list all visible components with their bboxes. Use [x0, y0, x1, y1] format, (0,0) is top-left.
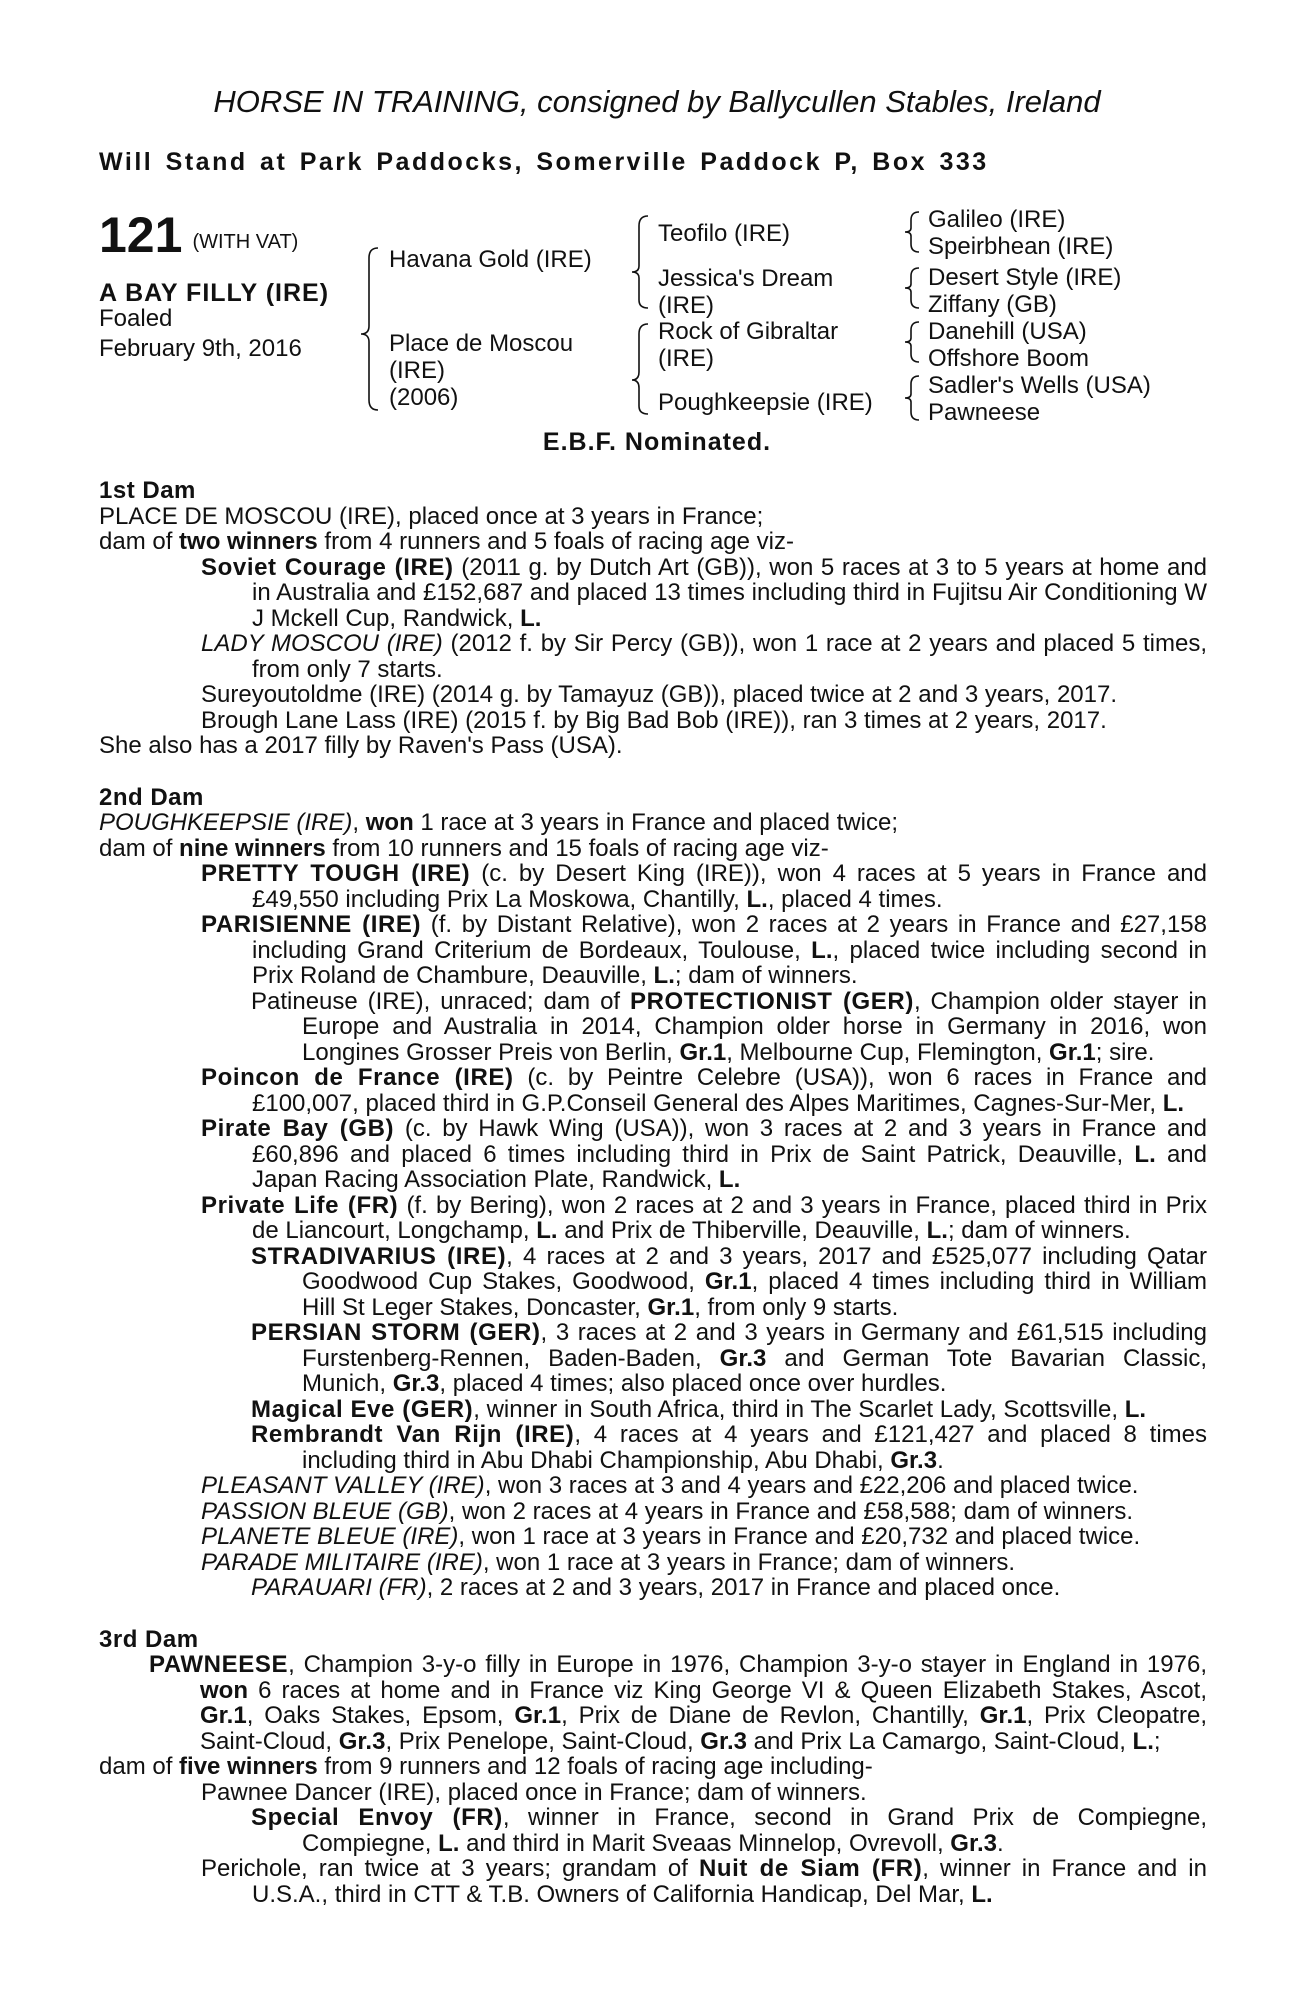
- progeny-entry: STRADIVARIUS (IRE), 4 races at 2 and 3 years, 2017 and £525,077 including Qatar Goodwood Cup Stakes, Goodwood, Gr.1, placed 4 times including third in William Hill St Leger Stakes, Doncaster, Gr.1, from only 9 starts.: [251, 1242, 1208, 1321]
- progeny-entry: Perichole, ran twice at 3 years; grandam of Nuit de Siam (FR), winner in France and in U.S.A., third in CTT & T.B. Owners of California Handicap, Del Mar, L.: [201, 1855, 1207, 1908]
- sire-dam-sire: Desert Style (IRE): [928, 264, 1122, 291]
- progeny-entry: Patineuse (IRE), unraced; dam of PROTECTIONIST (GER), Champion older stayer in Europe and Australia in 2014, Champion older horse in Germany in 2016, won Longines Grosser Preis von Berlin, Gr.1, Melbourne Cup, Flemington, Gr.1; sire.: [251, 987, 1207, 1066]
- dam-sire-dam: Offshore Boom: [928, 345, 1089, 372]
- first-dam-title: 1st Dam: [99, 477, 196, 504]
- progeny-entry: Special Envoy (FR), winner in France, second in Grand Prix de Compiegne, Compiegne, L. and third in Marit Sveaas Minnelop, Ovrevoll, Gr.3.: [251, 1804, 1207, 1857]
- second-dam-line: POUGHKEEPSIE (IRE), won 1 race at 3 years in France and placed twice;: [99, 809, 898, 836]
- consignment-line: HORSE IN TRAINING, consigned by Ballycullen Stables, Ireland: [213, 84, 1101, 119]
- gen3-group-2: [928, 264, 1121, 318]
- progeny-note: She also has a 2017 filly by Raven's Pass (USA).: [99, 732, 623, 759]
- ebf-note: E.B.F. Nominated.: [542, 428, 772, 456]
- vat-note: (WITH VAT): [192, 231, 299, 253]
- gen3-group-1: [928, 206, 1113, 260]
- foaled-date: February 9th, 2016: [99, 335, 302, 362]
- progeny-entry: Magical Eve (GER), winner in South Africa, third in The Scarlet Lady, Scottsville, L.: [251, 1395, 1147, 1423]
- sire: Havana Gold (IRE): [389, 246, 592, 273]
- progeny-entry: Brough Lane Lass (IRE) (2015 f. by Big Bad Bob (IRE)), ran 3 times at 2 years, 2017.: [201, 706, 1107, 734]
- second-dam-title: 2nd Dam: [99, 783, 204, 811]
- progeny-entry: PARADE MILITAIRE (IRE), won 1 race at 3 years in France; dam of winners.: [201, 1548, 1016, 1576]
- progeny-entry: PARAUARI (FR), 2 races at 2 and 3 years, 2017 in France and placed once.: [251, 1574, 1061, 1601]
- first-dam-line: PLACE DE MOSCOU (IRE), placed once at 3 years in France;: [99, 502, 764, 530]
- progeny-entry: Soviet Courage (IRE) (2011 g. by Dutch Art (GB)), won 5 races at 3 to 5 years at home and in Australia and £152,687 and placed 13 times including third in Fujitsu Air Conditioning W J Mckell Cup, Randwick, L.: [201, 553, 1208, 632]
- progeny-entry: LADY MOSCOU (IRE) (2012 f. by Sir Percy (GB)), won 1 race at 2 years and placed 5 times, from only 7 starts.: [201, 630, 1207, 683]
- progeny-entry: PRETTY TOUGH (IRE) (c. by Desert King (IRE)), won 4 races at 5 years in France and £49,550 including Prix La Moskowa, Chantilly, L., placed 4 times.: [201, 860, 1207, 913]
- progeny-entry: Pawnee Dancer (IRE), placed once in France; dam of winners.: [201, 1778, 867, 1806]
- progeny-entry: Sureyoutoldme (IRE) (2014 g. by Tamayuz (GB)), placed twice at 2 and 3 years, 2017.: [201, 681, 1118, 708]
- progeny-entry: PASSION BLEUE (GB), won 2 races at 4 years in France and £58,588; dam of winners.: [201, 1497, 1133, 1525]
- progeny-entry: PARISIENNE (IRE) (f. by Distant Relative), won 2 races at 2 years in France and £27,158 including Grand Criterium de Bordeaux, Toulouse, L., placed twice including second in Prix Roland de Chambure, Deauville, L.; dam of winners.: [201, 911, 1208, 989]
- third-dam-produce-line: dam of five winners from 9 runners and 12 foals of racing age including-: [99, 1753, 873, 1780]
- progeny-entry: PLANETE BLEUE (IRE), won 1 race at 3 years in France and £20,732 and placed twice.: [201, 1523, 1141, 1550]
- sire-sire-dam: Speirbhean (IRE): [928, 233, 1114, 260]
- sire-sire: Teofilo (IRE): [658, 220, 791, 247]
- lot-number: 121: [99, 207, 183, 263]
- progeny-entry: PLEASANT VALLEY (IRE), won 3 races at 3 and 4 years and £22,206 and placed twice.: [201, 1472, 1139, 1499]
- dam-dam: Poughkeepsie (IRE): [658, 389, 873, 416]
- dam-dam-dam: Pawneese: [928, 399, 1041, 426]
- second-dam-produce-line: dam of nine winners from 10 runners and 15 foals of racing age viz-: [99, 834, 829, 862]
- gen3-group-3: [928, 318, 1089, 372]
- sire-dam: [658, 265, 833, 319]
- sire-dam-name: Jessica's Dream: [658, 265, 834, 292]
- family-details: [99, 478, 1207, 1907]
- first-dam-produce-line: dam of two winners from 4 runners and 5 foals of racing age viz-: [99, 528, 794, 555]
- progeny-entry: Rembrandt Van Rijn (IRE), 4 races at 4 years and £121,427 and placed 8 times including third in Abu Dhabi Championship, Abu Dhabi, Gr.3.: [251, 1421, 1207, 1474]
- gen3-group-4: [928, 372, 1151, 426]
- dam-year: (2006): [389, 384, 459, 411]
- sire-dam-country: (IRE): [658, 292, 714, 319]
- progeny-entry: PERSIAN STORM (GER), 3 races at 2 and 3 years in Germany and £61,515 including Furstenberg-Rennen, Baden-Baden, Gr.3 and German Tote Bavarian Classic, Munich, Gr.3, placed 4 times; also placed once over hurdles.: [251, 1319, 1207, 1397]
- progeny-entry: Private Life (FR) (f. by Bering), won 2 races at 2 and 3 years in France, placed third in Prix de Liancourt, Longchamp, L. and Prix de Thiberville, Deauville, L.; dam of winners.: [201, 1191, 1207, 1244]
- dam-sire-name: Rock of Gibraltar: [658, 318, 839, 345]
- third-dam-line: PAWNEESE, Champion 3-y-o filly in Europe in 1976, Champion 3-y-o stayer in England in 1976, won 6 races at home and in France viz King George VI & Queen Elizabeth Stakes, Ascot, Gr.1, Oaks Stakes, Epsom, Gr.1, Prix de Diane de Revlon, Chantilly, Gr.1, Prix Cleopatre, Saint-Cloud, Gr.3, Prix Penelope, Saint-Cloud, Gr.3 and Prix La Camargo, Saint-Cloud, L.;: [149, 1651, 1207, 1755]
- third-dam-title: 3rd Dam: [99, 1625, 199, 1653]
- stand-location: Will Stand at Park Paddocks, Somerville Paddock P, Box 333: [99, 148, 989, 176]
- foaled-label: Foaled: [99, 305, 173, 332]
- dam-sire-sire: Danehill (USA): [928, 318, 1087, 345]
- dam: [389, 330, 573, 411]
- dam-name: Place de Moscou: [389, 330, 574, 357]
- sire-sire-sire: Galileo (IRE): [928, 206, 1066, 233]
- dam-dam-sire: Sadler's Wells (USA): [928, 372, 1151, 399]
- dam-sire: [658, 318, 838, 372]
- horse-description: A BAY FILLY (IRE): [99, 279, 330, 307]
- progeny-entry: Pirate Bay (GB) (c. by Hawk Wing (USA)), won 3 races at 2 and 3 years in France and £60,896 and placed 6 times including third in Prix de Saint Patrick, Deauville, L. and Japan Racing Association Plate, Randwick, L.: [201, 1115, 1208, 1193]
- dam-sire-country: (IRE): [658, 345, 714, 372]
- dam-country: (IRE): [389, 357, 445, 384]
- sire-dam-dam: Ziffany (GB): [928, 291, 1057, 318]
- progeny-entry: Poincon de France (IRE) (c. by Peintre Celebre (USA)), won 6 races in France and £100,007, placed third in G.P.Conseil General des Alpes Maritimes, Cagnes-Sur-Mer, L.: [201, 1064, 1208, 1117]
